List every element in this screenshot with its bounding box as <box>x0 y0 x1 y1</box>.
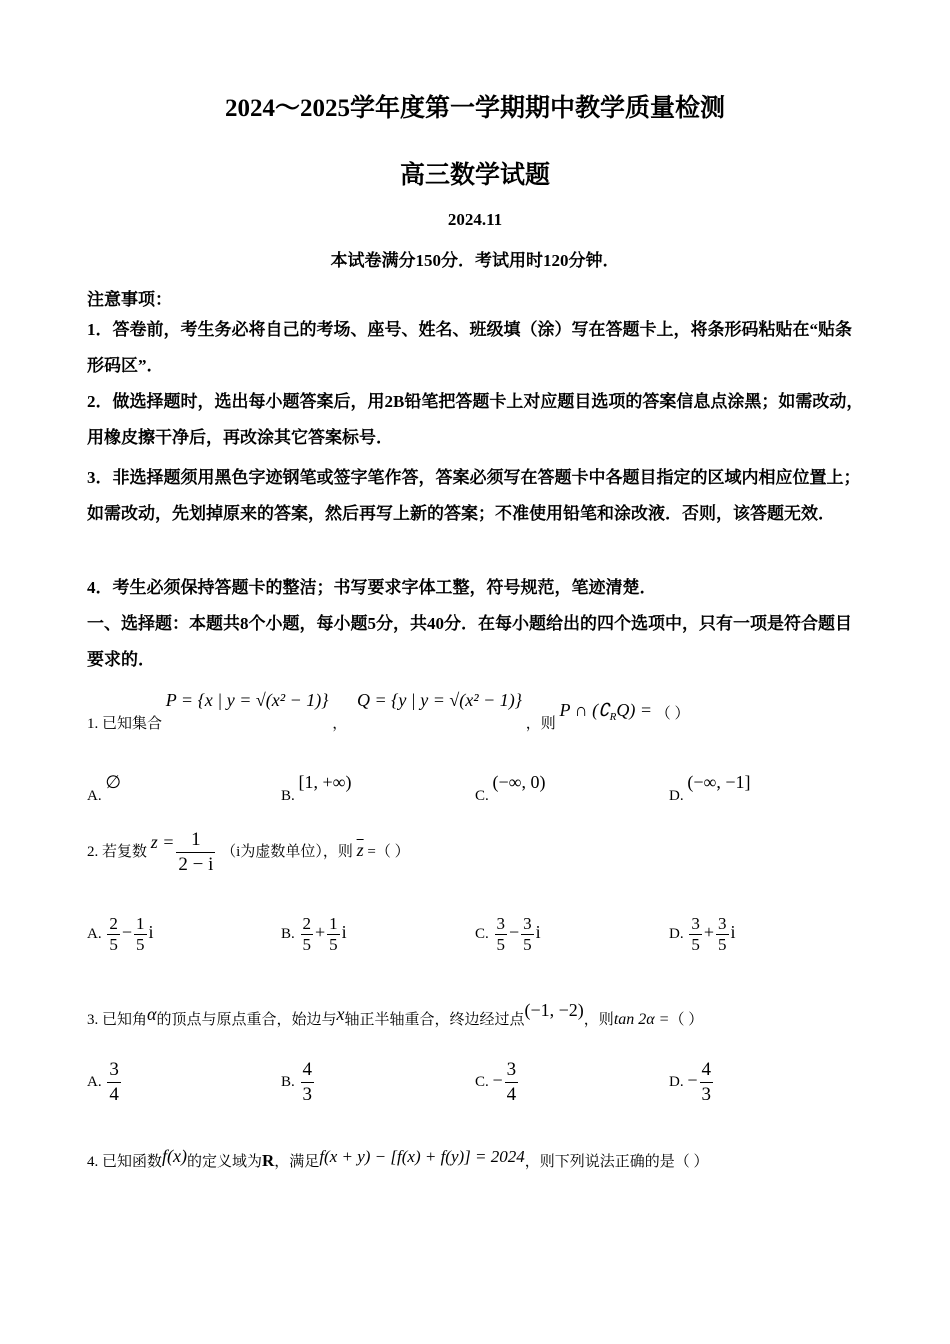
imaginary-unit: i <box>730 921 736 942</box>
operator: + <box>703 921 714 942</box>
exam-date: 2024.11 <box>447 210 503 229</box>
denominator: 5 <box>302 935 312 954</box>
denominator: 5 <box>329 935 338 954</box>
q4-text-1: 的定义域为 <box>187 1154 263 1170</box>
q4-expr: f(x + y) − [f(x) + f(y)] = 2024 <box>319 1147 525 1166</box>
denominator: 5 <box>691 935 700 954</box>
denominator: 4 <box>109 1084 119 1105</box>
notice-item-2: 2．做选择题时，选出每小题答案后，用2B铅笔把答题卡上对应题目选项的答案信息点涂黑；如需改动，用橡皮擦干净后，再改涂其它答案标号． <box>87 392 864 447</box>
q1-expr <box>559 700 653 723</box>
q2-middle: （i为虚数单位），则 <box>221 843 353 860</box>
option-label: B. <box>281 1073 295 1090</box>
option-label: A. <box>87 788 102 804</box>
fraction <box>689 914 702 955</box>
notice-item-4: 4．考生必须保持答题卡的整洁；书写要求字体工整，符号规范，笔迹清楚． <box>87 578 657 597</box>
fraction <box>134 914 147 955</box>
option-label: B. <box>281 788 295 804</box>
q1-option-d <box>669 772 750 805</box>
q4-text-3: ，则下列说法正确的是（ ） <box>524 1154 709 1170</box>
q3-blank: （ ） <box>669 1012 704 1028</box>
fraction <box>107 1058 121 1107</box>
denominator: 5 <box>109 935 118 954</box>
q2-option-d <box>669 914 736 955</box>
q1-prefix: 1. 已知集合 <box>87 716 163 732</box>
q2-option-a <box>87 914 154 955</box>
q3-option-a <box>87 1058 123 1107</box>
denominator: 5 <box>496 935 506 954</box>
sign: − <box>492 1069 503 1090</box>
q2-zbar: $\overline{z}$ <box>356 839 364 860</box>
q1-comma: ， <box>332 716 348 732</box>
fraction <box>495 914 508 955</box>
option-value: (−∞, −1] <box>687 772 751 792</box>
q1-expr-end: Q) = <box>616 700 652 720</box>
option-value: ∅ <box>105 772 122 792</box>
q3-prefix: 3. 已知角 <box>87 1012 148 1028</box>
q1-set-p: P = {x | y = √(x² − 1)} <box>165 690 329 710</box>
imaginary-unit: i <box>535 921 541 942</box>
q1-set-q: Q = {y | y = √(x² − 1)} <box>356 690 522 710</box>
q1-option-a <box>87 772 121 805</box>
q3-option-b <box>281 1058 316 1107</box>
numerator: 3 <box>496 914 506 933</box>
q2-fraction <box>176 828 215 877</box>
fraction <box>716 914 729 955</box>
q1-expr-main: P ∩ (∁ <box>559 700 610 720</box>
option-label: D. <box>669 925 684 942</box>
q1-expr-sub: R <box>609 711 617 723</box>
option-label: C. <box>475 1073 489 1090</box>
numerator: 3 <box>691 914 700 933</box>
q4-prefix: 4. 已知函数 <box>87 1154 163 1170</box>
notice-heading: 注意事项： <box>87 290 172 309</box>
fraction <box>505 1058 519 1107</box>
q2-prefix: 2. 若复数 <box>87 843 148 860</box>
q2-numerator: 1 <box>176 828 215 853</box>
denominator: 5 <box>523 935 532 954</box>
denominator: 3 <box>302 1084 313 1105</box>
q4-text-2: ，满足 <box>274 1154 320 1170</box>
q3-text-3: ，则 <box>583 1012 614 1028</box>
q1-option-b <box>281 772 352 805</box>
fraction <box>301 1058 315 1107</box>
q4-R: R <box>262 1151 275 1170</box>
exam-subtitle: 高三数学试题 <box>399 162 550 189</box>
fraction <box>327 914 340 955</box>
fraction <box>521 914 534 955</box>
operator: − <box>121 921 132 942</box>
option-value: [1, +∞) <box>298 772 352 792</box>
numerator: 3 <box>718 914 727 933</box>
imaginary-unit: i <box>341 921 347 942</box>
numerator: 1 <box>329 914 338 933</box>
denominator: 5 <box>718 935 727 954</box>
q1-then: ，则 <box>525 716 556 732</box>
imaginary-unit: i <box>148 921 154 942</box>
sign: − <box>687 1069 698 1090</box>
q3-alpha: α <box>147 1004 157 1024</box>
question-4 <box>87 1146 709 1171</box>
q3-option-d <box>669 1058 715 1107</box>
q3-point: (−1, −2) <box>524 1000 584 1020</box>
question-1 <box>87 690 690 733</box>
q4-fx: f(x) <box>162 1146 187 1166</box>
denominator: 5 <box>136 935 145 954</box>
numerator: 4 <box>301 1058 315 1083</box>
question-3 <box>87 1000 703 1029</box>
q2-eq: =（ ） <box>367 843 410 860</box>
q3-x: x <box>336 1004 345 1024</box>
exam-info: 本试卷满分150分．考试用时120分钟． <box>330 251 620 270</box>
numerator: 3 <box>107 1058 121 1083</box>
q1-blank: （ ） <box>655 706 690 722</box>
denominator: 4 <box>506 1084 517 1105</box>
fraction <box>107 914 120 955</box>
section1-heading: 一、选择题：本题共8个小题，每小题5分，共40分．在每小题给出的四个选项中，只有一项是符合题目要求的． <box>87 614 852 669</box>
q3-expr: tan 2α = <box>613 1011 670 1028</box>
operator: + <box>315 921 326 942</box>
fraction <box>700 1058 714 1107</box>
option-label: B. <box>281 925 295 942</box>
numerator: 2 <box>302 914 312 933</box>
notice-item-1: 1．答卷前，考生务必将自己的考场、座号、姓名、班级填（涂）写在答题卡上，将条形码粘贴在“贴条形码区”． <box>87 320 852 375</box>
q2-option-c <box>475 914 541 955</box>
option-label: A. <box>87 925 102 942</box>
q1-option-c <box>475 772 546 805</box>
q3-option-c <box>475 1058 520 1107</box>
denominator: 3 <box>701 1084 711 1105</box>
numerator: 1 <box>136 914 145 933</box>
exam-title: 2024～2025学年度第一学期期中教学质量检测 <box>224 95 725 122</box>
numerator: 4 <box>700 1058 714 1083</box>
q2-option-b <box>281 914 347 955</box>
option-label: D. <box>669 1073 684 1090</box>
numerator: 3 <box>523 914 532 933</box>
numerator: 2 <box>109 914 118 933</box>
numerator: 3 <box>505 1058 519 1083</box>
option-label: A. <box>87 1073 102 1090</box>
option-label: C. <box>475 925 489 942</box>
question-2 <box>87 828 410 877</box>
option-label: C. <box>475 788 489 804</box>
notice-item-3: 3．非选择题须用黑色字迹钢笔或签字笔作答，答案必须写在答题卡中各题目指定的区域内相应位置上；如需改动，先划掉原来的答案，然后再写上新的答案；不准使用铅笔和涂改液．否则，该答题无效． <box>87 468 861 523</box>
q3-text-2: 轴正半轴重合，终边经过点 <box>344 1012 525 1028</box>
q2-denominator: 2 − i <box>178 854 214 875</box>
option-value: (−∞, 0) <box>492 772 546 792</box>
operator: − <box>509 921 520 942</box>
fraction <box>301 914 314 955</box>
q2-z-eq: z = <box>150 831 175 852</box>
option-label: D. <box>669 788 684 804</box>
q3-text-1: 的顶点与原点重合，始边与 <box>156 1012 337 1028</box>
